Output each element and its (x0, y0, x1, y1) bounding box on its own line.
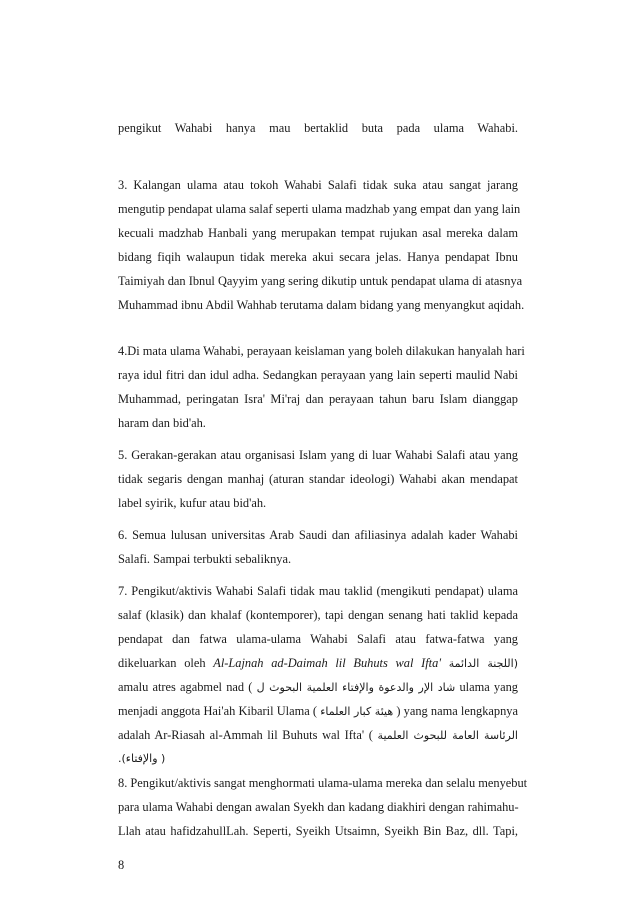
text-line: haram dan bid'ah. (118, 416, 206, 430)
text-line: Taimiyah dan Ibnul Qayyim yang sering dikutip untuk pendapat ulama di atasnya (118, 274, 523, 288)
italic-term: Al-Lajnah ad-Daimah lil Buhuts wal Ifta' (213, 656, 441, 670)
text-line: 8. Pengikut/aktivis sangat menghormati ulama-ulama mereka dan selalu menyebut (118, 776, 528, 790)
text-segment: ) yang nama lengkapnya (396, 704, 518, 718)
arabic-text: شاد الإر والدعوة والإفتاء العلمية البحوث ل (256, 681, 456, 694)
text-line: Muhammad ibnu Abdil Wahhab terutama dalam bidang yang menyangkut aqidah. (118, 298, 525, 312)
text-line: label syirik, kufur atau bid'ah. (118, 496, 267, 510)
text-line: 4.Di mata ulama Wahabi, perayaan keislaman yang boleh dilakukan hanyalah hari (118, 344, 525, 358)
text-segment: adalah Ar-Riasah al-Ammah lil Buhuts wal Ifta' ( (118, 728, 373, 742)
arabic-text: الرئاسة العامة للبحوث العلمية (377, 729, 518, 742)
arabic-text: (اللجنة الدائمة (448, 657, 519, 670)
text-line: pengikut Wahabi hanya mau bertaklid buta pada ulama Wahabi. (118, 121, 518, 135)
text-segment: menjadi anggota Hai'ah Kibaril Ulama ( (118, 704, 318, 718)
text-line: tidak segaris dengan manhaj (aturan standar ideologi) Wahabi akan mendapat (118, 472, 518, 486)
text-line: 7. Pengikut/aktivis Wahabi Salafi tidak mau taklid (mengikuti pendapat) ulama (118, 584, 518, 598)
text-line (118, 704, 518, 719)
text-line: para ulama Wahabi dengan awalan Syekh dan kadang diakhiri dengan rahimahu- (118, 800, 519, 814)
text-line: Llah atau hafidzahullLah. Seperti, Syeikh Utsaimn, Syeikh Bin Baz, dll. Tapi, (118, 824, 518, 838)
text-line (118, 728, 518, 743)
text-segment: amalu atres agabmel nad ( (118, 680, 253, 694)
text-line: salaf (klasik) dan khalaf (kontemporer), tapi dengan senang hati taklid kepada (118, 608, 518, 622)
text-line: bidang fiqih walaupun tidak mereka akui secara jelas. Hanya pendapat Ibnu (118, 250, 518, 264)
arabic-text-line: .(والإفتاء ) (118, 752, 166, 765)
text-line: pendapat dan fatwa ulama-ulama Wahabi Salafi atau fatwa-fatwa yang (118, 632, 518, 646)
text-line: raya idul fitri dan idul adha. Sedangkan perayaan yang lain seperti maulid Nabi (118, 368, 518, 382)
text-line: Salafi. Sampai terbukti sebaliknya. (118, 552, 292, 566)
text-line: mengutip pendapat ulama salaf seperti ulama madzhab yang empat dan yang lain (118, 202, 521, 216)
text-line: 5. Gerakan-gerakan atau organisasi Islam yang di luar Wahabi Salafi atau yang (118, 448, 518, 462)
text-line: 3. Kalangan ulama atau tokoh Wahabi Salafi tidak suka atau sangat jarang (118, 178, 518, 192)
text-line (118, 680, 518, 695)
text-line: kecuali madzhab Hanbali yang merupakan tempat rujukan asal mereka dalam (118, 226, 518, 240)
page-number: 8 (118, 858, 125, 872)
text-segment: ulama yang (459, 680, 518, 694)
arabic-text: هيئة كبار العلماء (320, 705, 394, 718)
text-line: 6. Semua lulusan universitas Arab Saudi dan afiliasinya adalah kader Wahabi (118, 528, 518, 542)
text-line: Muhammad, peringatan Isra' Mi'raj dan perayaan tahun baru Islam dianggap (118, 392, 518, 406)
text-line (118, 656, 518, 671)
text-segment: dikeluarkan oleh (118, 656, 206, 670)
